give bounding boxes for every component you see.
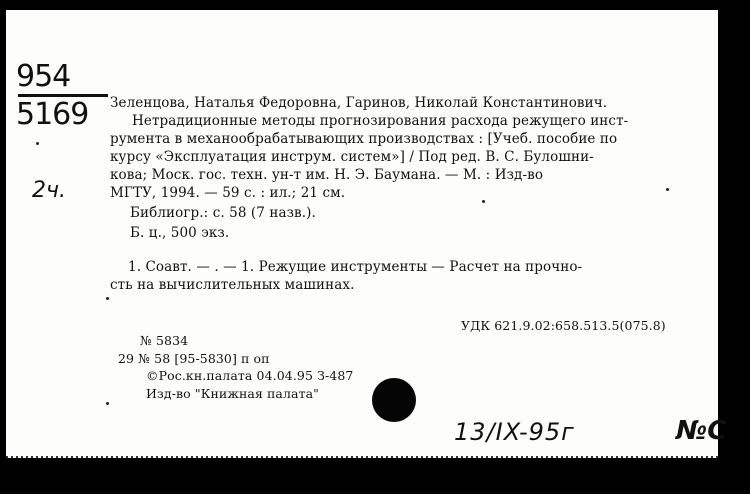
entry-line: МГТУ, 1994. — 59 с. : ил.; 21 см. [110,185,346,201]
marginal-note: 2ч. [32,178,66,203]
call-number [16,59,108,132]
punch-hole [372,378,416,422]
call-number-top: 954 [16,59,71,94]
call-number-bottom: 5169 [16,97,89,132]
handwritten-initials: №С [676,416,727,446]
bibliography-note: Библиогр.: с. 58 (7 назв.). [130,205,316,221]
entry-line: курсу «Эксплуатация инструм. систем»] / Под ред. В. С. Булошни- [110,149,594,165]
speck [666,188,669,191]
stamp-line: Изд-во "Книжная палата" [146,386,319,401]
entry-line: Нетрадиционные методы прогнозирования расхода режущего инст- [132,113,629,129]
speck [106,402,109,405]
subject-tracing: сть на вычислительных машинах. [110,277,355,293]
entry-heading: Зеленцова, Наталья Федоровна, Гаринов, Николай Константинович. [110,95,608,111]
catalog-card [6,10,727,458]
stamp-line: 29 № 58 [95-5830] п оп [118,351,270,366]
speck [36,142,39,145]
subject-tracing: 1. Соавт. — . — 1. Режущие инструменты — Расчет на прочно- [128,259,583,275]
udc-code: УДК 621.9.02:658.513.5(075.8) [461,318,666,333]
price-note: Б. ц., 500 экз. [130,225,230,241]
stamp-line: ©Рос.кн.палата 04.04.95 З-487 [146,368,354,383]
entry-line: румента в механообрабатывающих производствах : [Учеб. пособие по [110,131,618,147]
speck [106,297,109,300]
stamp-line: № 5834 [140,333,189,348]
entry-line: кова; Моск. гос. техн. ун-т им. Н. Э. Баумана. — М. : Изд-во [110,167,544,183]
speck [482,200,485,203]
handwritten-date: 13/IX-95г [454,418,575,446]
